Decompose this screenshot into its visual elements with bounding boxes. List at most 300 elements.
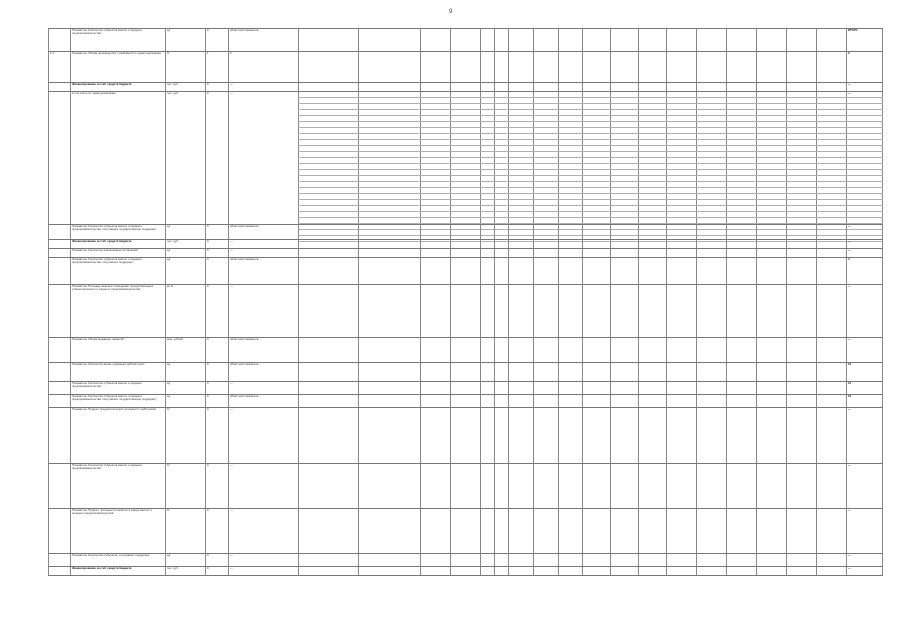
table-cell-empty — [638, 240, 666, 248]
table-cell-empty — [582, 509, 610, 553]
table-cell-num — [48, 29, 70, 51]
table-cell-empty — [450, 554, 480, 566]
table-cell-empty — [582, 567, 610, 575]
table-cell-empty — [298, 382, 358, 394]
table-cell-empty — [610, 363, 638, 381]
table-cell-empty — [582, 554, 610, 566]
table-cell-empty — [638, 567, 666, 575]
table-cell-empty — [786, 258, 816, 284]
table-cell-empty — [816, 567, 846, 575]
table-cell-empty — [533, 29, 558, 51]
table-cell-b: — — [228, 509, 298, 553]
table-cell-empty — [558, 258, 582, 284]
table-cell-unit: % — [165, 509, 205, 553]
table-cell-empty — [816, 249, 846, 257]
table-cell-empty — [420, 567, 450, 575]
table-cell-empty — [558, 395, 582, 407]
table-cell-empty — [508, 338, 533, 362]
table-cell-empty — [666, 363, 696, 381]
table-cell-empty — [756, 240, 786, 248]
table-cell-empty — [786, 225, 816, 239]
table-cell-empty — [816, 29, 846, 51]
table-cell-empty — [816, 408, 846, 463]
table-cell-empty — [558, 52, 582, 82]
table-cell-total: — — [846, 509, 883, 553]
table-cell-empty — [816, 225, 846, 239]
table-cell-empty — [508, 240, 533, 248]
table-cell-empty — [533, 554, 558, 566]
table-cell-num — [48, 464, 70, 508]
table-cell-empty — [816, 395, 846, 407]
table-cell-empty — [816, 83, 846, 91]
table-row — [48, 566, 883, 576]
table-cell-empty — [582, 258, 610, 284]
table-cell-b: — — [228, 408, 298, 463]
table-cell-empty — [696, 509, 726, 553]
table-cell-empty — [756, 338, 786, 362]
table-cell-empty — [508, 395, 533, 407]
table-cell-empty — [533, 567, 558, 575]
table-cell-empty — [638, 408, 666, 463]
table-cell-empty — [508, 509, 533, 553]
table-cell-empty — [508, 382, 533, 394]
table-cell-empty — [450, 83, 480, 91]
table-cell-empty — [816, 258, 846, 284]
table-cell-empty — [450, 395, 480, 407]
table-cell-empty — [298, 285, 358, 337]
table-cell-empty — [756, 567, 786, 575]
table-cell-empty — [533, 338, 558, 362]
table-cell-empty — [816, 285, 846, 337]
table-cell-empty — [480, 408, 494, 463]
table-cell-a: 0 — [205, 338, 228, 362]
table-cell-empty — [816, 52, 846, 82]
table-cell-empty — [638, 83, 666, 91]
table-cell-empty — [508, 83, 533, 91]
table-cell-b: — — [228, 92, 298, 224]
table-row — [48, 248, 883, 257]
table-cell-empty — [450, 567, 480, 575]
table-cell-empty — [610, 249, 638, 257]
table-cell-empty — [358, 509, 420, 553]
table-cell-empty — [480, 338, 494, 362]
table-cell-empty — [756, 464, 786, 508]
table-cell-unit: ед — [165, 225, 205, 239]
table-cell-unit: млн. рублей — [165, 338, 205, 362]
table-cell-empty — [582, 29, 610, 51]
table-cell-total: 4 — [846, 258, 883, 284]
table-cell-unit: ед — [165, 363, 205, 381]
table-cell-empty — [420, 258, 450, 284]
table-cell-empty — [533, 240, 558, 248]
table-cell-empty — [756, 408, 786, 463]
table-cell-empty — [756, 509, 786, 553]
table-cell-unit: тыс. руб. — [165, 240, 205, 248]
table-cell-empty — [558, 338, 582, 362]
table-cell-total: — — [846, 567, 883, 575]
table-cell-empty — [638, 382, 666, 394]
table-cell-empty — [726, 509, 756, 553]
table-cell-empty — [816, 363, 846, 381]
table-cell-empty — [494, 408, 508, 463]
table-cell-empty — [533, 509, 558, 553]
table-row — [48, 508, 883, 553]
table-cell-a: 0 — [205, 567, 228, 575]
table-cell-empty — [358, 258, 420, 284]
table-row — [48, 82, 883, 91]
table-cell-num — [48, 509, 70, 553]
table-cell-empty — [358, 83, 420, 91]
table-cell-empty — [786, 554, 816, 566]
table-cell-empty — [756, 554, 786, 566]
table-cell-empty — [558, 382, 582, 394]
table-cell-empty — [582, 464, 610, 508]
table-cell-empty — [726, 258, 756, 284]
table-cell-empty — [666, 52, 696, 82]
table-cell-empty — [582, 285, 610, 337]
table-cell-a: 0 — [205, 225, 228, 239]
table-cell-empty — [480, 225, 494, 239]
table-cell-empty — [726, 29, 756, 51]
table-cell-empty — [450, 225, 480, 239]
table-cell-num: 1.1 — [48, 52, 70, 82]
table-cell-empty — [756, 249, 786, 257]
table-cell-a: 0 — [205, 240, 228, 248]
table-cell-empty — [420, 285, 450, 337]
table-cell-unit: ед — [165, 249, 205, 257]
table-cell-empty — [558, 567, 582, 575]
table-cell-empty — [726, 464, 756, 508]
table-cell-desc: Показатель 'Количество субъектов малого и среднего предпринимательства, получивших государственную поддержку' — [70, 225, 165, 239]
table-cell-empty — [494, 83, 508, 91]
table-cell-empty — [558, 83, 582, 91]
table-cell-total: — — [846, 225, 883, 239]
table-cell-empty — [494, 52, 508, 82]
table-cell-empty — [298, 363, 358, 381]
table-cell-empty — [298, 225, 358, 239]
table-cell-empty — [638, 395, 666, 407]
table-cell-empty — [358, 52, 420, 82]
table-cell-num — [48, 408, 70, 463]
table-cell-num — [48, 92, 70, 224]
table-cell-b: областной показатель — [228, 225, 298, 239]
table-cell-empty — [480, 567, 494, 575]
table-cell-empty — [582, 83, 610, 91]
table-cell-total: — — [846, 285, 883, 337]
table-cell-empty — [666, 395, 696, 407]
table-cell-empty — [298, 464, 358, 508]
table-cell-b: — — [228, 83, 298, 91]
table-cell-empty — [358, 395, 420, 407]
table-cell-desc: Показатель 'Объём производства' с разбивкой по годам реализации — [70, 52, 165, 82]
table-cell-empty — [494, 567, 508, 575]
table-cell-empty — [816, 240, 846, 248]
table-cell-empty — [696, 52, 726, 82]
table-cell-empty — [666, 408, 696, 463]
table-cell-empty — [450, 240, 480, 248]
table-cell-total: — — [846, 554, 883, 566]
table-cell-empty — [480, 554, 494, 566]
table-cell-empty — [480, 285, 494, 337]
table-cell-empty — [756, 83, 786, 91]
data-table — [48, 28, 883, 576]
table-cell-empty — [786, 29, 816, 51]
table-row — [48, 224, 883, 239]
table-cell-empty — [494, 249, 508, 257]
table-cell-empty — [726, 249, 756, 257]
table-cell-empty — [696, 408, 726, 463]
table-cell-empty — [610, 509, 638, 553]
table-cell-num — [48, 338, 70, 362]
table-cell-a: 0 — [205, 395, 228, 407]
table-cell-empty — [610, 240, 638, 248]
table-cell-unit: тыс. руб. — [165, 83, 205, 91]
table-cell-empty — [666, 464, 696, 508]
table-cell-empty — [420, 509, 450, 553]
table-cell-empty — [298, 29, 358, 51]
table-cell-empty — [494, 554, 508, 566]
table-cell-empty — [533, 363, 558, 381]
table-cell-empty — [494, 464, 508, 508]
table-cell-empty — [533, 285, 558, 337]
table-cell-empty — [756, 363, 786, 381]
table-cell-empty — [450, 382, 480, 394]
table-cell-desc: Показатель 'Количество субъектов малого и среднего предпринимательства, получивших поддержку' — [70, 258, 165, 284]
table-cell-total: ИТОГО — [846, 29, 883, 51]
table-cell-empty — [756, 225, 786, 239]
table-cell-unit: тыс. руб. — [165, 567, 205, 575]
table-cell-num — [48, 83, 70, 91]
table-cell-empty — [533, 408, 558, 463]
table-cell-empty — [358, 554, 420, 566]
table-cell-empty — [696, 249, 726, 257]
table-cell-num — [48, 395, 70, 407]
table-cell-empty — [494, 395, 508, 407]
table-cell-empty — [726, 395, 756, 407]
table-cell-b: — — [228, 464, 298, 508]
table-cell-empty — [558, 285, 582, 337]
table-cell-desc: Показатель 'Объём выданных гарантий' — [70, 338, 165, 362]
table-cell-empty — [610, 285, 638, 337]
table-cell-empty — [666, 249, 696, 257]
table-cell-empty — [358, 338, 420, 362]
table-cell-empty — [533, 83, 558, 91]
table-cell-empty — [420, 83, 450, 91]
table-cell-num — [48, 249, 70, 257]
table-cell-empty — [696, 382, 726, 394]
table-cell-empty — [582, 408, 610, 463]
table-cell-b: 2 — [228, 52, 298, 82]
table-cell-empty — [508, 363, 533, 381]
table-cell-empty — [494, 240, 508, 248]
table-cell-empty — [786, 52, 816, 82]
table-cell-empty — [786, 249, 816, 257]
table-cell-empty — [508, 285, 533, 337]
table-cell-a: 0 — [205, 363, 228, 381]
table-cell-empty — [786, 338, 816, 362]
table-cell-empty — [696, 395, 726, 407]
table-cell-empty — [638, 338, 666, 362]
table-cell-empty — [480, 52, 494, 82]
table-cell-empty — [480, 464, 494, 508]
table-cell-empty — [298, 567, 358, 575]
table-cell-empty — [786, 408, 816, 463]
table-cell-empty — [358, 567, 420, 575]
table-cell-empty — [558, 225, 582, 239]
table-row — [48, 463, 883, 508]
table-row — [48, 337, 883, 362]
table-cell-empty — [508, 464, 533, 508]
table-cell-empty — [480, 258, 494, 284]
table-cell-empty — [696, 29, 726, 51]
table-cell-empty — [298, 52, 358, 82]
table-cell-total: — — [846, 83, 883, 91]
table-cell-empty — [450, 249, 480, 257]
table-cell-b: областной показатель — [228, 258, 298, 284]
table-cell-empty — [696, 258, 726, 284]
table-cell-empty — [358, 382, 420, 394]
table-cell-empty — [666, 29, 696, 51]
table-cell-desc: Показатель 'Количество субъектов малого и среднего предпринимательства' — [70, 382, 165, 394]
table-row — [48, 553, 883, 566]
table-cell-empty — [480, 83, 494, 91]
table-cell-empty — [786, 464, 816, 508]
table-cell-empty — [638, 225, 666, 239]
table-cell-empty — [726, 382, 756, 394]
table-cell-empty — [726, 83, 756, 91]
table-cell-empty — [508, 52, 533, 82]
table-cell-empty — [756, 285, 786, 337]
table-cell-empty — [358, 249, 420, 257]
table-cell-empty — [726, 52, 756, 82]
table-cell-empty — [494, 225, 508, 239]
table-cell-empty — [756, 29, 786, 51]
table-cell-num — [48, 258, 70, 284]
table-cell-empty — [696, 464, 726, 508]
table-cell-empty — [726, 363, 756, 381]
table-cell-desc: Показатель 'Количество субъектов малого и среднего предпринимательства' — [70, 29, 165, 51]
table-cell-empty — [450, 464, 480, 508]
table-cell-empty — [666, 285, 696, 337]
table-cell-desc: Показатель 'Количество субъектов, получивших поддержку' — [70, 554, 165, 566]
table-cell-unit: % — [165, 408, 205, 463]
table-cell-empty — [420, 382, 450, 394]
table-cell-empty — [786, 567, 816, 575]
table-cell-unit: % — [165, 464, 205, 508]
table-cell-empty — [480, 29, 494, 51]
table-cell-desc: Показатель 'Количество субъектов малого и среднего предпринимательства, получивших государственную поддержку' — [70, 395, 165, 407]
table-cell-desc: Показатель 'Площадь нежилых помещений, предоставленных субъектам малого и среднего предпринимательства' — [70, 285, 165, 337]
table-cell-desc: Показатель 'Прирост среднесписочной численности работников' — [70, 408, 165, 463]
table-cell-b: — — [228, 285, 298, 337]
table-cell-empty — [558, 363, 582, 381]
table-cell-empty — [358, 240, 420, 248]
table-cell-total: — — [846, 338, 883, 362]
table-cell-unit: тыс. руб. — [165, 92, 205, 224]
table-cell-empty — [610, 338, 638, 362]
table-cell-empty — [638, 509, 666, 553]
table-cell-empty — [298, 240, 358, 248]
table-cell-empty — [610, 225, 638, 239]
table-cell-unit: ед — [165, 258, 205, 284]
table-cell-empty — [298, 83, 358, 91]
table-cell-empty — [558, 509, 582, 553]
table-cell-empty — [696, 567, 726, 575]
table-cell-empty — [298, 258, 358, 284]
table-cell-empty — [494, 258, 508, 284]
table-row — [48, 394, 883, 407]
table-cell-empty — [358, 285, 420, 337]
table-cell-empty — [610, 395, 638, 407]
table-cell-empty — [450, 509, 480, 553]
table-cell-unit: кв. м — [165, 285, 205, 337]
table-cell-desc: Финансирование за счёт средств бюджета — [70, 83, 165, 91]
table-cell-empty — [666, 240, 696, 248]
table-cell-empty — [420, 240, 450, 248]
table-cell-empty — [420, 52, 450, 82]
table-cell-empty — [696, 554, 726, 566]
table-cell-empty — [816, 382, 846, 394]
table-cell-empty — [298, 395, 358, 407]
table-cell-a: 0 — [205, 408, 228, 463]
table-row — [48, 239, 883, 248]
table-cell-empty — [756, 395, 786, 407]
table-cell-empty — [508, 408, 533, 463]
table-cell-empty — [533, 258, 558, 284]
table-cell-empty — [494, 29, 508, 51]
table-row — [48, 257, 883, 284]
table-cell-empty — [420, 225, 450, 239]
table-cell-empty — [494, 363, 508, 381]
table-cell-empty — [480, 382, 494, 394]
table-row — [48, 28, 883, 51]
table-cell-empty — [610, 258, 638, 284]
table-cell-total: — — [846, 408, 883, 463]
table-cell-empty — [696, 225, 726, 239]
table-cell-empty — [480, 249, 494, 257]
table-cell-b: — — [228, 554, 298, 566]
table-cell-a: 1 — [205, 52, 228, 82]
table-cell-desc: Финансирование за счёт средств бюджета — [70, 240, 165, 248]
table-cell-empty — [726, 225, 756, 239]
table-cell-unit: ед — [165, 554, 205, 566]
table-cell-empty — [558, 554, 582, 566]
table-cell-empty — [610, 83, 638, 91]
table-cell-unit: ед — [165, 29, 205, 51]
table-cell-desc: Финансирование за счёт средств бюджета — [70, 567, 165, 575]
table-cell-empty — [666, 509, 696, 553]
table-cell-empty — [638, 363, 666, 381]
table-cell-empty — [298, 408, 358, 463]
table-cell-empty — [558, 464, 582, 508]
table-cell-a: 0 — [205, 92, 228, 224]
table-cell-unit: ед — [165, 382, 205, 394]
table-cell-empty — [666, 83, 696, 91]
table-cell-empty — [582, 395, 610, 407]
table-cell-a: 0 — [205, 249, 228, 257]
table-cell-empty — [726, 567, 756, 575]
table-cell-num — [48, 567, 70, 575]
table-cell-empty — [726, 554, 756, 566]
table-cell-empty — [816, 464, 846, 508]
table-cell-empty — [582, 52, 610, 82]
table-cell-empty — [726, 338, 756, 362]
table-cell-num — [48, 363, 70, 381]
table-cell-empty — [508, 249, 533, 257]
table-cell-empty — [533, 395, 558, 407]
table-cell-empty — [533, 464, 558, 508]
table-cell-b: областной показатель — [228, 363, 298, 381]
